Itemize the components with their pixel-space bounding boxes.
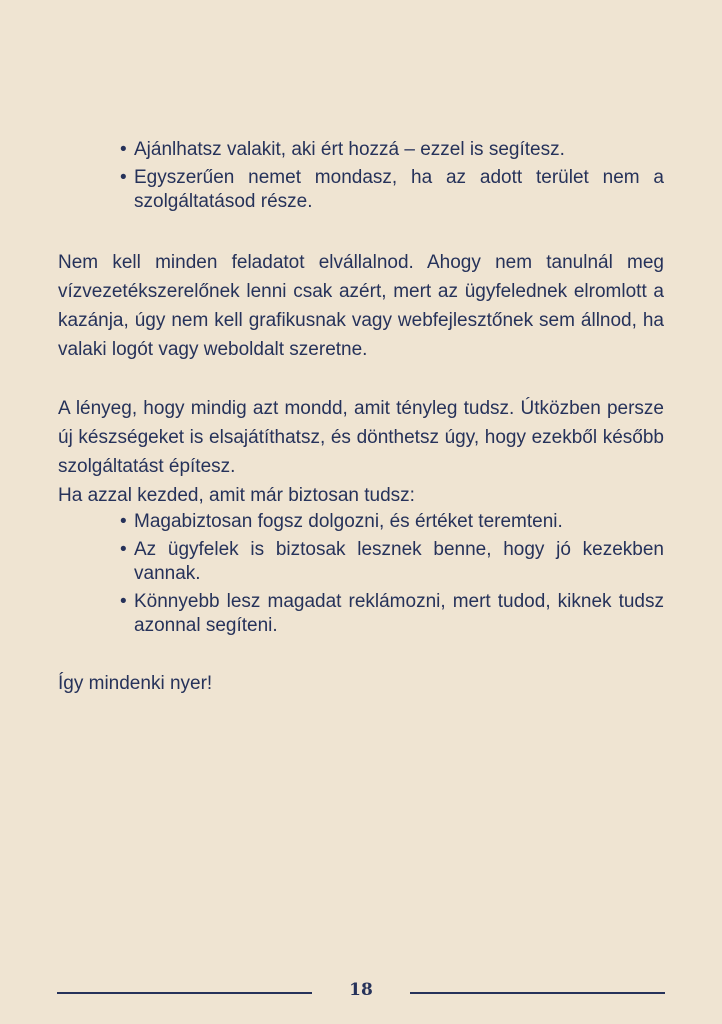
spacer bbox=[58, 364, 664, 394]
page-number: 18 bbox=[349, 980, 373, 1000]
list-item-text: Ajánlhatsz valakit, aki ért hozzá – ezzel is segítesz. bbox=[134, 139, 565, 160]
list-item bbox=[116, 510, 664, 534]
list-item-text: Egyszerűen nemet mondasz, ha az adott terület nem a szolgáltatásod része. bbox=[134, 167, 664, 212]
list-item-text: Magabiztosan fogsz dolgozni, és értéket teremteni. bbox=[134, 511, 563, 532]
bullet-list-top bbox=[116, 138, 664, 214]
bullet-list-benefits bbox=[116, 510, 664, 638]
bullet-marker: • bbox=[120, 511, 127, 532]
paragraph: Nem kell minden feladatot elvállalnod. Ahogy nem tanulnál meg vízvezetékszerelőnek lenni csak azért, mert az ügyfelednek elromlott a kazánja, úgy nem kell grafikusnak vagy webfejlesztőnek sem állnod, ha valaki logót vagy weboldalt szeretne. bbox=[58, 252, 664, 360]
spacer bbox=[58, 642, 664, 669]
list-item bbox=[116, 166, 664, 214]
spacer bbox=[58, 218, 664, 248]
footer-rule-right bbox=[410, 992, 665, 994]
paragraph: Ha azzal kezded, amit már biztosan tudsz: bbox=[58, 485, 415, 506]
list-item bbox=[116, 538, 664, 586]
page-content bbox=[58, 138, 664, 698]
list-item bbox=[116, 138, 664, 162]
closing-line: Így mindenki nyer! bbox=[58, 673, 213, 694]
list-item-text: Az ügyfelek is biztosak lesznek benne, hogy jó kezekben vannak. bbox=[134, 539, 664, 584]
list-item-text: Könnyebb lesz magadat reklámozni, mert tudod, kiknek tudsz azonnal segíteni. bbox=[134, 591, 664, 636]
footer-rule-left bbox=[57, 992, 312, 994]
bullet-marker: • bbox=[120, 139, 127, 160]
list-item bbox=[116, 590, 664, 638]
bullet-marker: • bbox=[120, 591, 127, 612]
bullet-marker: • bbox=[120, 167, 127, 188]
paragraph: A lényeg, hogy mindig azt mondd, amit tényleg tudsz. Útközben persze új készségeket is elsajátíthatsz, és dönthetsz úgy, hogy ezekből később szolgáltatást építesz. bbox=[58, 398, 664, 477]
bullet-marker: • bbox=[120, 539, 127, 560]
